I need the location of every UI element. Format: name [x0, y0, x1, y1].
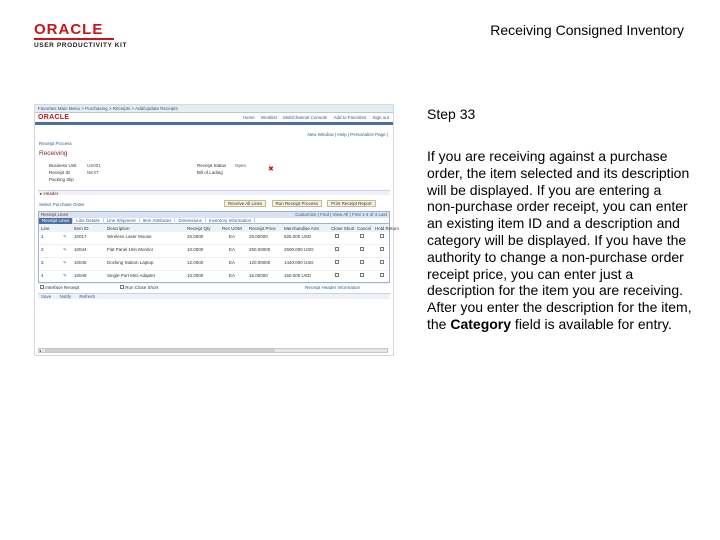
row-checkbox[interactable]	[380, 247, 384, 251]
receipt-header-info-link[interactable]: Receipt Header Information	[305, 285, 361, 290]
row-checkbox[interactable]	[360, 273, 364, 277]
tab-dimensions[interactable]: Dimensions	[175, 218, 206, 224]
cell-item[interactable]: 10044	[74, 247, 87, 252]
row-checkbox[interactable]	[380, 234, 384, 238]
col-header: Description	[107, 226, 130, 231]
logo-product: USER PRODUCTIVITY KIT	[34, 42, 128, 49]
grid-caption	[39, 212, 389, 218]
action-buttons	[220, 200, 376, 207]
table-row	[39, 258, 389, 271]
col-header: Close Short	[331, 226, 355, 231]
cell-uom: EA	[229, 260, 236, 265]
blue-band	[35, 122, 393, 125]
checkbox-label: Interface Receipt	[45, 285, 80, 290]
nav-links	[238, 115, 389, 120]
description-text: If you are receiving against a purchase order, the item selected and its description will be displayed. If you are entering a non-purchase order receipt, you can enter an existing item ID and a description and category will be displayed. If you have the authority to change a non-purchase order receipt price, you can enter just a description for the item you are receiving. After you enter the description for the item, the	[427, 148, 692, 332]
header-section-label: Header	[43, 191, 59, 196]
oracle-logo	[34, 21, 128, 49]
nav-link-favorites[interactable]: Add to Favorites	[333, 115, 367, 120]
receive-all-lines-button[interactable]: Receive All Lines	[224, 200, 266, 207]
cell-amt: 625.000 USD	[284, 234, 312, 239]
page-title: Receiving	[39, 150, 68, 157]
grid-header-row	[39, 224, 400, 232]
browser-topbar	[35, 105, 393, 113]
tab-inventory-info[interactable]: Inventory Information	[206, 218, 255, 224]
grid-title: Receipt Lines	[41, 212, 69, 217]
horizontal-scrollbar[interactable]	[38, 348, 388, 353]
cell-item[interactable]: 10045	[74, 260, 87, 265]
edit-icon[interactable]: ✎	[63, 234, 67, 239]
checkbox[interactable]	[40, 285, 44, 289]
cell-qty[interactable]: 10.0000	[187, 247, 204, 252]
col-header: Rec UOM	[222, 226, 242, 231]
nav-link-home[interactable]: Home	[242, 115, 255, 120]
checkbox[interactable]	[120, 285, 124, 289]
cell-line: 1	[41, 234, 44, 239]
select-po-link[interactable]: Select Purchase Order	[39, 202, 85, 207]
refresh-button[interactable]: Refresh	[79, 294, 96, 299]
document-title: Receiving Consigned Inventory	[490, 22, 684, 38]
row-checkbox[interactable]	[360, 234, 364, 238]
menu-breadcrumbs[interactable]: Favorites Main Menu > Purchasing > Receipts > Add/Update Receipts	[38, 106, 178, 111]
cell-desc[interactable]: Single Port Mini Adapter	[107, 273, 156, 278]
nav-link-signout[interactable]: Sign out	[372, 115, 389, 120]
info-label[interactable]: Packing Slip	[49, 177, 74, 182]
table-row	[39, 232, 389, 245]
info-row	[49, 163, 295, 168]
info-label-2: Bill of Lading	[197, 170, 223, 175]
print-receipt-report-button[interactable]: Print Receipt Report	[327, 200, 376, 207]
info-value-2: Open	[235, 163, 247, 168]
grid-rows	[39, 232, 389, 284]
edit-icon[interactable]: ✎	[63, 247, 67, 252]
info-row	[49, 170, 235, 175]
cell-desc[interactable]: Flat Panel 19in Monitor	[107, 247, 154, 252]
cell-qty[interactable]: 12.0000	[187, 260, 204, 265]
checkbox-cell	[380, 247, 384, 252]
cell-amt: 2500.000 USD	[284, 247, 314, 252]
cell-amt: 150.000 USD	[284, 273, 312, 278]
col-header: Merchandise Amt	[284, 226, 319, 231]
embedded-screenshot	[34, 104, 400, 356]
checkbox-cell	[360, 273, 364, 278]
col-header: Hold Return	[375, 226, 400, 231]
interface-receipt-check[interactable]	[40, 285, 79, 290]
tab-item-attributes[interactable]: Item Attributes	[140, 218, 176, 224]
checkbox-cell	[360, 260, 364, 265]
scroll-thumb[interactable]	[45, 349, 275, 352]
tab-line-shipment[interactable]: Line Shipment	[104, 218, 140, 224]
edit-icon[interactable]: ✎	[63, 273, 67, 278]
cell-price: 15.00000	[249, 273, 268, 278]
logo-brand: ORACLE	[34, 21, 104, 38]
row-checkbox[interactable]	[335, 247, 339, 251]
nav-link-console[interactable]: MultiChannel Console	[283, 115, 328, 120]
scroll-left-icon[interactable]: ◂	[39, 348, 42, 353]
checkbox-cell	[360, 234, 364, 239]
edit-icon[interactable]: ✎	[63, 260, 67, 265]
cell-price: 250.00000	[249, 247, 271, 252]
cell-desc[interactable]: Wireless Laser Mouse	[107, 234, 152, 239]
info-label-2: Receipt Status	[197, 163, 227, 168]
checkbox-cell	[335, 260, 339, 265]
table-row	[39, 245, 389, 258]
cell-qty[interactable]: 25.0000	[187, 234, 204, 239]
cell-price: 120.00000	[249, 260, 271, 265]
info-label: Receipt ID	[49, 170, 71, 175]
delete-icon[interactable]: ✖	[268, 166, 274, 173]
cell-qty[interactable]: 10.0000	[187, 273, 204, 278]
checkbox-cell	[335, 247, 339, 252]
row-checkbox[interactable]	[380, 260, 384, 264]
col-header: Line	[41, 226, 50, 231]
checkbox-cell	[380, 273, 384, 278]
col-header: Receipt Qty	[187, 226, 211, 231]
checkbox-cell	[335, 273, 339, 278]
grid-nav[interactable]: Customize | Find | View All | First 1-4 of 4 Last	[295, 212, 387, 217]
info-label: Business Unit	[49, 163, 77, 168]
cell-line: 4	[41, 273, 44, 278]
row-checkbox[interactable]	[360, 247, 364, 251]
col-header: Receipt Price	[249, 226, 276, 231]
run-close-short-check[interactable]	[120, 285, 158, 290]
save-bar	[38, 293, 390, 299]
notify-button[interactable]: Notify	[59, 294, 72, 299]
cell-uom: EA	[229, 247, 236, 252]
col-header: Cancel	[357, 226, 372, 231]
info-row	[49, 177, 87, 182]
receipt-lines-grid	[38, 211, 400, 283]
checkbox-label: Run Close Short	[125, 285, 159, 290]
checkbox-cell	[380, 260, 384, 265]
cell-amt: 1440.000 USD	[284, 260, 314, 265]
run-receipt-process-button[interactable]: Run Receipt Process	[272, 200, 322, 207]
step-label: Step 33	[427, 106, 476, 122]
header-section[interactable]: ▸ Header	[38, 190, 390, 195]
cell-uom: EA	[229, 273, 236, 278]
cell-item[interactable]: 10049	[74, 273, 87, 278]
save-button[interactable]: Save	[41, 294, 52, 299]
description-tail: field is available for entry.	[511, 315, 672, 332]
col-header: Item ID	[74, 226, 89, 231]
tab-receipt-lines[interactable]: Receipt Lines	[39, 218, 73, 224]
nav-link-worklist[interactable]: Worklist	[260, 115, 277, 120]
sub-breadcrumb[interactable]: Receipt Process	[39, 141, 72, 146]
row-checkbox[interactable]	[335, 260, 339, 264]
row-checkbox[interactable]	[380, 273, 384, 277]
step-description	[427, 148, 693, 333]
cell-item[interactable]: 10017	[74, 234, 87, 239]
cell-price: 25.00000	[249, 234, 268, 239]
table-row	[39, 271, 389, 284]
info-value: NEXT	[87, 170, 100, 175]
cell-desc[interactable]: Docking Station Laptop	[107, 260, 154, 265]
checkbox-cell	[380, 234, 384, 239]
cell-line: 2	[41, 247, 44, 252]
row-checkbox[interactable]	[335, 273, 339, 277]
checkbox-cell	[360, 247, 364, 252]
logo-rule	[34, 38, 114, 40]
checkbox-cell	[335, 234, 339, 239]
row-checkbox[interactable]	[335, 234, 339, 238]
cell-uom: EA	[229, 234, 236, 239]
info-value: US001	[87, 163, 101, 168]
tab-line-details[interactable]: Line Details	[73, 218, 104, 224]
app-brand: ORACLE	[38, 114, 70, 121]
cell-line: 3	[41, 260, 44, 265]
utility-links[interactable]: New Window | Help | Personalize Page |	[307, 132, 388, 137]
row-checkbox[interactable]	[360, 260, 364, 264]
app-menubar	[35, 113, 393, 122]
description-bold: Category	[450, 315, 512, 332]
